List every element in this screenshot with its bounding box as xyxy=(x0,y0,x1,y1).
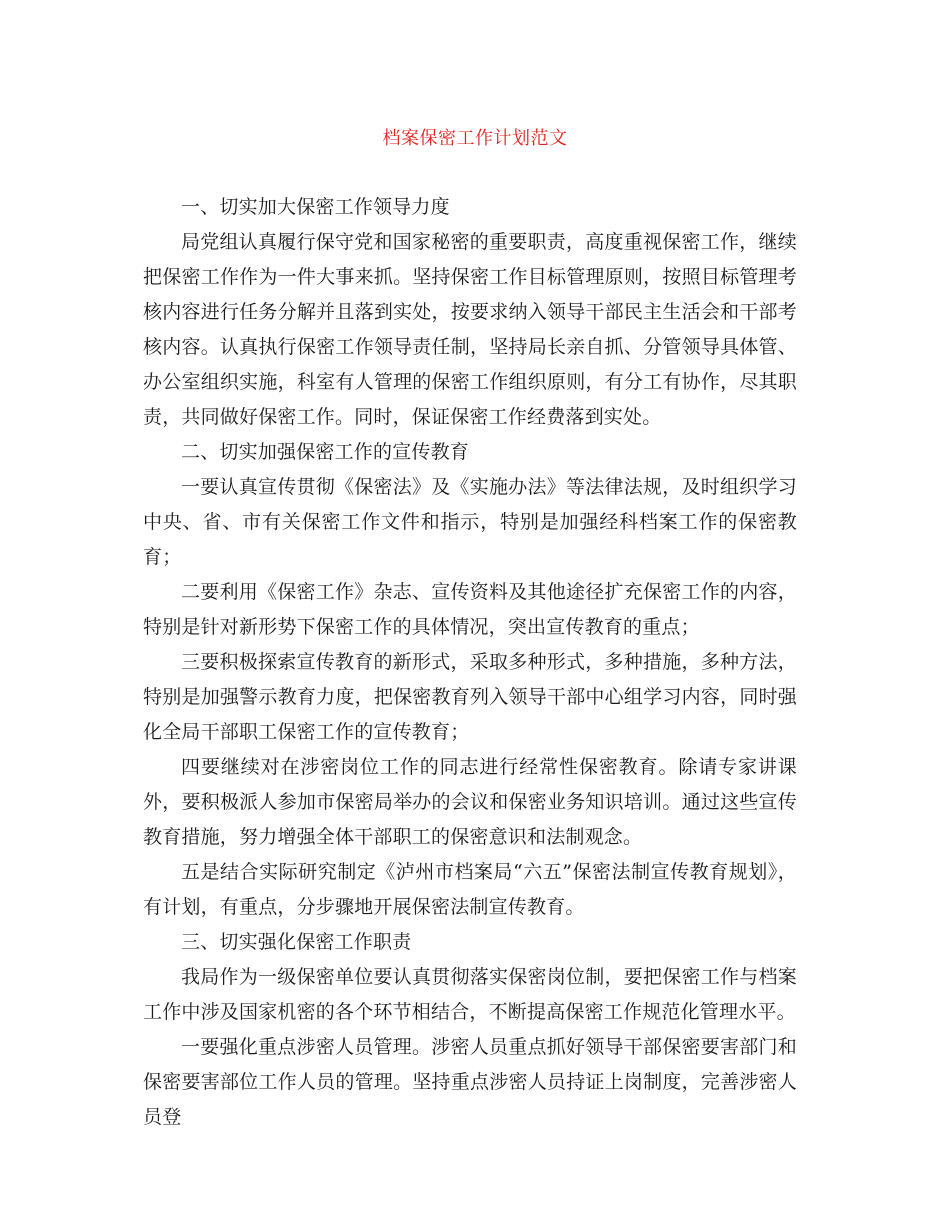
paragraph: 二要利用《保密工作》杂志、宣传资料及其他途径扩充保密工作的内容，特别是针对新形势下保密工作的具体情况，突出宣传教育的重点； xyxy=(143,581,797,638)
paragraph: 一要强化重点涉密人员管理。涉密人员重点抓好领导干部保密要害部门和保密要害部位工作人员的管理。坚持重点涉密人员持证上岗制度，完善涉密人员登 xyxy=(143,1036,797,1128)
document-title: 档案保密工作计划范文 xyxy=(382,128,568,149)
paragraph: 三要积极探索宣传教育的新形式，采取多种形式，多种措施，多种方法，特别是加强警示教育力度，把保密教育列入领导干部中心组学习内容，同时强化全局干部职工保密工作的宣传教育； xyxy=(143,651,797,743)
section-heading-3: 三、切实强化保密工作职责 xyxy=(181,931,412,953)
paragraph: 一要认真宣传贯彻《保密法》及《实施办法》等法律法规，及时组织学习中央、省、市有关保密工作文件和指示，特别是加强经科档案工作的保密教育； xyxy=(143,476,797,568)
section-heading-1: 一、切实加大保密工作领导力度 xyxy=(181,196,450,218)
paragraph: 五是结合实际研究制定《泸州市档案局“六五”保密法制宣传教育规划》，有计划，有重点，分步骤地开展保密法制宣传教育。 xyxy=(143,861,797,918)
section-heading-2: 二、切实加强保密工作的宣传教育 xyxy=(181,441,470,463)
paragraph: 四要继续对在涉密岗位工作的同志进行经常性保密教育。除请专家讲课外，要积极派人参加市保密局举办的会议和保密业务知识培训。通过这些宣传教育措施，努力增强全体干部职工的保密意识和法制观念。 xyxy=(143,756,797,848)
paragraph: 我局作为一级保密单位要认真贯彻落实保密岗位制，要把保密工作与档案工作中涉及国家机密的各个环节相结合，不断提高保密工作规范化管理水平。 xyxy=(143,966,797,1023)
paragraph: 局党组认真履行保守党和国家秘密的重要职责，高度重视保密工作，继续把保密工作作为一件大事来抓。坚持保密工作目标管理原则，按照目标管理考核内容进行任务分解并且落到实处，按要求纳入领导干部民主生活会和干部考核内容。认真执行保密工作领导责任制，坚持局长亲自抓、分管领导具体管、办公室组织实施，科室有人管理的保密工作组织原则，有分工有协作，尽其职责，共同做好保密工作。同时，保证保密工作经费落到实处。 xyxy=(143,231,797,428)
document-body xyxy=(143,190,797,1135)
